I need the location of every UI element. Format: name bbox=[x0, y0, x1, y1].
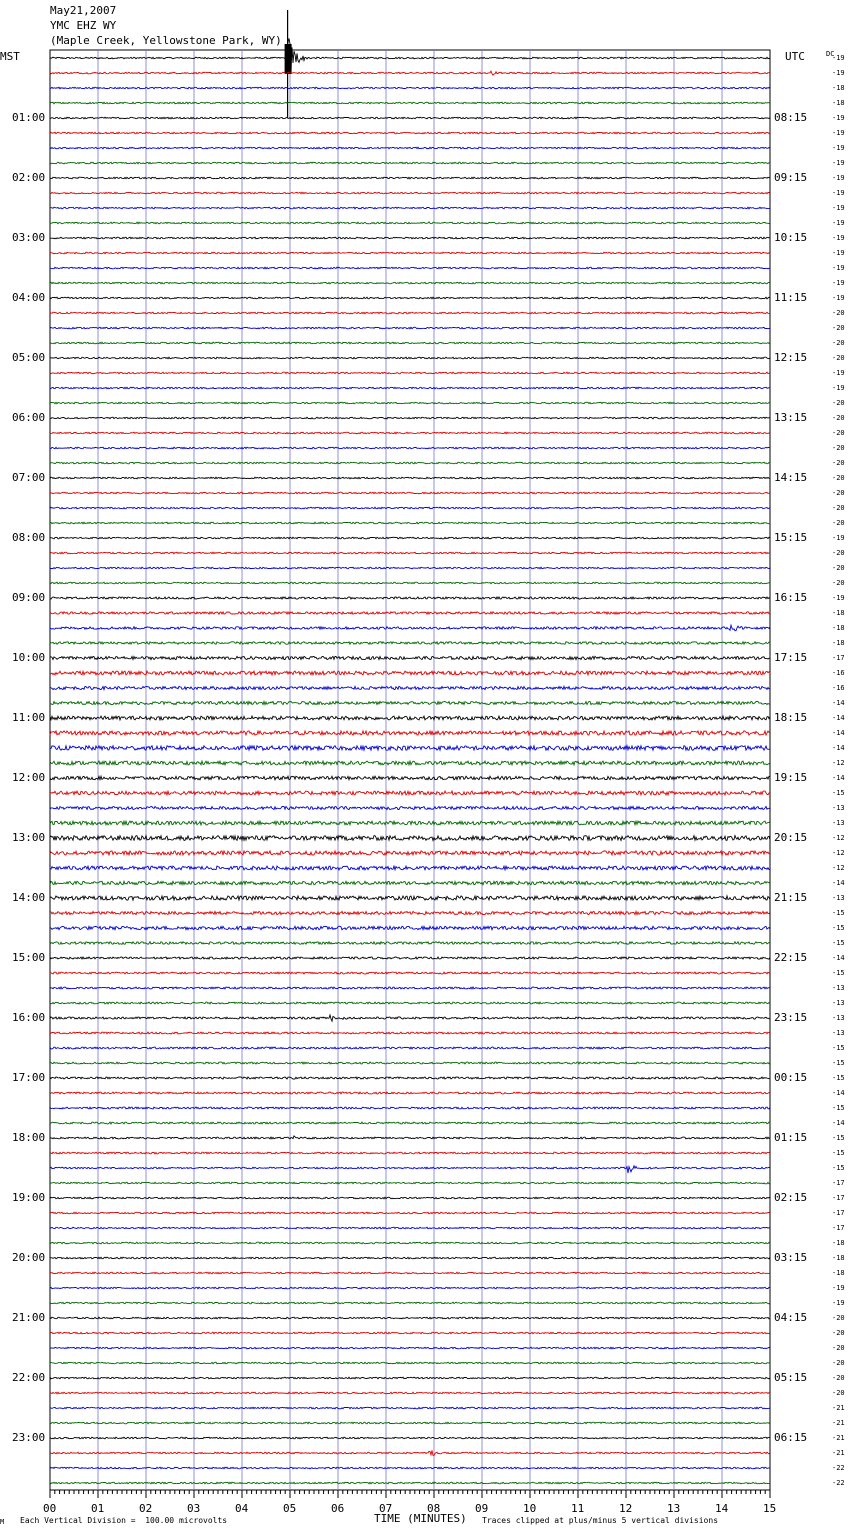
dc-offset-label: -20 bbox=[832, 1389, 845, 1397]
x-tick-label: 07 bbox=[379, 1502, 393, 1515]
dc-offset-label: -13 bbox=[832, 1029, 845, 1037]
right-hour-label: 11:15 bbox=[774, 291, 808, 304]
dc-offset-label: -20 bbox=[832, 429, 845, 437]
right-hour-label: 01:15 bbox=[774, 1131, 808, 1144]
dc-offset-label: -20 bbox=[832, 1359, 845, 1367]
dc-offset-label: -22 bbox=[832, 1479, 845, 1487]
trace-line bbox=[50, 776, 770, 780]
dc-offset-label: -15 bbox=[832, 1044, 845, 1052]
x-tick-label: 14 bbox=[715, 1502, 729, 1515]
trace-line bbox=[50, 177, 770, 179]
left-hour-label: 17:00 bbox=[12, 1071, 46, 1084]
dc-offset-label: -18 bbox=[832, 639, 845, 647]
left-hour-label: 15:00 bbox=[12, 951, 46, 964]
dc-offset-label: -19 bbox=[832, 1284, 845, 1292]
right-hour-label: 14:15 bbox=[774, 471, 808, 484]
trace-line bbox=[50, 282, 770, 284]
trace-line bbox=[50, 582, 770, 584]
left-hour-label: 08:00 bbox=[12, 531, 46, 544]
dc-offset-label: -20 bbox=[832, 1344, 845, 1352]
trace-line bbox=[50, 1272, 770, 1274]
right-hour-label: 02:15 bbox=[774, 1191, 808, 1204]
dc-offset-label: -20 bbox=[832, 549, 845, 557]
left-hour-label: 04:00 bbox=[12, 291, 46, 304]
dc-offset-label: -20 bbox=[832, 324, 845, 332]
trace-line bbox=[50, 746, 770, 750]
right-hour-label: 08:15 bbox=[774, 111, 808, 124]
dc-offset-label: -19 bbox=[832, 234, 845, 242]
trace-line bbox=[50, 507, 770, 509]
dc-offset-label: -19 bbox=[832, 369, 845, 377]
trace-line bbox=[50, 987, 770, 989]
dc-offset-label: -12 bbox=[832, 864, 845, 872]
dc-offset-label: -15 bbox=[832, 1134, 845, 1142]
dc-offset-label: -19 bbox=[832, 249, 845, 257]
dc-offset-label: -17 bbox=[832, 654, 845, 662]
dc-offset-label: -16 bbox=[832, 669, 845, 677]
trace-line bbox=[50, 1482, 770, 1484]
trace-line bbox=[50, 162, 770, 164]
dc-offset-label: -14 bbox=[832, 699, 845, 707]
left-hour-label: 01:00 bbox=[12, 111, 46, 124]
dc-offset-label: -14 bbox=[832, 954, 845, 962]
dc-offset-label: -19 bbox=[832, 264, 845, 272]
trace-line bbox=[50, 656, 770, 659]
dc-offset-label: -14 bbox=[832, 729, 845, 737]
trace-line bbox=[50, 942, 770, 945]
x-tick-label: 03 bbox=[187, 1502, 201, 1515]
dc-offset-label: -14 bbox=[832, 774, 845, 782]
clipped-event-body bbox=[285, 44, 292, 74]
trace-line bbox=[50, 1467, 770, 1469]
trace-line bbox=[50, 1302, 770, 1304]
dc-offset-label: -15 bbox=[832, 1149, 845, 1157]
dc-offset-label: -15 bbox=[832, 1074, 845, 1082]
trace-line bbox=[50, 357, 770, 359]
dc-offset-label: -14 bbox=[832, 1119, 845, 1127]
right-hour-label: 04:15 bbox=[774, 1311, 808, 1324]
dc-offset-label: -20 bbox=[832, 354, 845, 362]
right-hour-label: 23:15 bbox=[774, 1011, 808, 1024]
trace-line bbox=[50, 821, 770, 825]
dc-offset-label: -20 bbox=[832, 399, 845, 407]
trace-line bbox=[50, 851, 770, 855]
dc-offset-label: -20 bbox=[832, 339, 845, 347]
trace-line bbox=[50, 625, 770, 631]
trace-line bbox=[50, 1347, 770, 1349]
trace-line bbox=[50, 597, 770, 599]
right-timezone-label: UTC bbox=[785, 50, 805, 63]
trace-line bbox=[50, 207, 770, 209]
dc-offset-label: -21 bbox=[832, 1419, 845, 1427]
dc-offset-label: -18 bbox=[832, 99, 845, 107]
trace-line bbox=[50, 1362, 770, 1364]
dc-offset-label: -19 bbox=[832, 129, 845, 137]
trace-line bbox=[50, 147, 770, 149]
trace-line bbox=[50, 716, 770, 720]
trace-line bbox=[50, 267, 770, 269]
dc-offset-label: -20 bbox=[832, 564, 845, 572]
left-hour-label: 23:00 bbox=[12, 1431, 46, 1444]
trace-line bbox=[50, 387, 770, 389]
dc-offset-label: -17 bbox=[832, 1224, 845, 1232]
right-hour-label: 10:15 bbox=[774, 231, 808, 244]
left-hour-label: 19:00 bbox=[12, 1191, 46, 1204]
x-tick-label: 12 bbox=[619, 1502, 633, 1515]
trace-line bbox=[50, 761, 770, 765]
dc-offset-label: -12 bbox=[832, 834, 845, 842]
trace-line bbox=[50, 701, 770, 704]
left-hour-label: 02:00 bbox=[12, 171, 46, 184]
trace-line bbox=[50, 38, 770, 70]
dc-offset-label: -15 bbox=[832, 1164, 845, 1172]
trace-line bbox=[50, 806, 770, 809]
x-tick-label: 10 bbox=[523, 1502, 537, 1515]
trace-line bbox=[50, 686, 770, 689]
x-tick-label: 04 bbox=[235, 1502, 249, 1515]
dc-offset-label: -20 bbox=[832, 474, 845, 482]
x-axis-title: TIME (MINUTES) bbox=[374, 1512, 467, 1525]
trace-line bbox=[50, 1317, 770, 1319]
dc-offset-label: -19 bbox=[832, 174, 845, 182]
left-hour-label: 14:00 bbox=[12, 891, 46, 904]
corner-mark: M bbox=[0, 1518, 5, 1526]
x-tick-label: 15 bbox=[763, 1502, 777, 1515]
trace-line bbox=[50, 1182, 770, 1184]
dc-offset-label: -13 bbox=[832, 894, 845, 902]
dc-offset-label: -19 bbox=[832, 594, 845, 602]
trace-line bbox=[50, 447, 770, 449]
dc-offset-label: -21 bbox=[832, 1404, 845, 1412]
trace-line bbox=[50, 462, 770, 464]
trace-line bbox=[50, 731, 770, 735]
dc-offset-label: -20 bbox=[832, 1314, 845, 1322]
left-hour-label: 22:00 bbox=[12, 1371, 46, 1384]
dc-offset-label: -18 bbox=[832, 1254, 845, 1262]
left-hour-label: 06:00 bbox=[12, 411, 46, 424]
trace-line bbox=[50, 102, 770, 104]
trace-line bbox=[50, 372, 770, 374]
header-location: (Maple Creek, Yellowstone Park, WY) bbox=[50, 34, 282, 47]
trace-line bbox=[50, 1047, 770, 1049]
dc-offset-label: -21 bbox=[832, 1434, 845, 1442]
trace-line bbox=[50, 117, 770, 119]
trace-line bbox=[50, 957, 770, 959]
x-tick-label: 02 bbox=[139, 1502, 153, 1515]
trace-line bbox=[50, 522, 770, 524]
dc-offset-label: -15 bbox=[832, 1104, 845, 1112]
left-hour-label: 18:00 bbox=[12, 1131, 46, 1144]
x-tick-label: 11 bbox=[571, 1502, 585, 1515]
trace-line bbox=[50, 671, 770, 675]
dc-offset-label: -19 bbox=[832, 189, 845, 197]
right-hour-label: 06:15 bbox=[774, 1431, 808, 1444]
dc-offset-label: -12 bbox=[832, 759, 845, 767]
left-hour-label: 16:00 bbox=[12, 1011, 46, 1024]
x-tick-label: 01 bbox=[91, 1502, 105, 1515]
right-hour-label: 15:15 bbox=[774, 531, 808, 544]
trace-line bbox=[50, 642, 770, 645]
trace-line bbox=[50, 432, 770, 434]
header-station: YMC EHZ WY bbox=[50, 19, 117, 32]
trace-line bbox=[50, 866, 770, 870]
left-hour-label: 13:00 bbox=[12, 831, 46, 844]
left-hour-label: 05:00 bbox=[12, 351, 46, 364]
dc-offset-label: -19 bbox=[832, 534, 845, 542]
trace-line bbox=[50, 911, 770, 914]
dc-offset-label: -15 bbox=[832, 789, 845, 797]
trace-line bbox=[50, 836, 770, 841]
trace-line bbox=[50, 1062, 770, 1064]
trace-line bbox=[50, 132, 770, 134]
dc-offset-label: -13 bbox=[832, 999, 845, 1007]
trace-line bbox=[50, 1077, 770, 1079]
dc-offset-label: -14 bbox=[832, 714, 845, 722]
dc-offset-label: -18 bbox=[832, 624, 845, 632]
dc-offset-label: -19 bbox=[832, 1299, 845, 1307]
dc-offset-label: -15 bbox=[832, 909, 845, 917]
left-hour-label: 09:00 bbox=[12, 591, 46, 604]
dc-offset-label: -20 bbox=[832, 489, 845, 497]
trace-line bbox=[50, 1407, 770, 1409]
left-hour-label: 20:00 bbox=[12, 1251, 46, 1264]
dc-offset-label: -17 bbox=[832, 1209, 845, 1217]
dc-offset-label: -20 bbox=[832, 459, 845, 467]
dc-offset-label: -19 bbox=[832, 69, 845, 77]
trace-line bbox=[50, 252, 770, 254]
trace-line bbox=[50, 1197, 770, 1199]
x-tick-label: 05 bbox=[283, 1502, 297, 1515]
trace-line bbox=[50, 567, 770, 569]
trace-line bbox=[50, 1450, 770, 1455]
left-hour-label: 10:00 bbox=[12, 651, 46, 664]
trace-line bbox=[50, 417, 770, 419]
dc-offset-label: -15 bbox=[832, 969, 845, 977]
right-hour-label: 17:15 bbox=[774, 651, 808, 664]
dc-offset-label: -19 bbox=[832, 159, 845, 167]
trace-line bbox=[50, 1092, 770, 1094]
dc-offset-label: -13 bbox=[832, 804, 845, 812]
dc-offset-label: -13 bbox=[832, 984, 845, 992]
left-hour-label: 21:00 bbox=[12, 1311, 46, 1324]
x-tick-label: 13 bbox=[667, 1502, 681, 1515]
dc-offset-label: -19 bbox=[832, 204, 845, 212]
trace-line bbox=[50, 1257, 770, 1259]
left-hour-label: 07:00 bbox=[12, 471, 46, 484]
left-hour-label: 03:00 bbox=[12, 231, 46, 244]
trace-line bbox=[50, 612, 770, 614]
dc-offset-label: -20 bbox=[832, 1374, 845, 1382]
dc-label: DC bbox=[826, 50, 835, 58]
dc-offset-label: -19 bbox=[832, 384, 845, 392]
trace-line bbox=[50, 1166, 770, 1173]
trace-line bbox=[50, 1107, 770, 1109]
trace-line bbox=[50, 1227, 770, 1229]
trace-line bbox=[50, 1136, 770, 1139]
right-hour-label: 19:15 bbox=[774, 771, 808, 784]
left-timezone-label: MST bbox=[0, 50, 20, 63]
dc-offset-label: -15 bbox=[832, 924, 845, 932]
trace-line bbox=[50, 1015, 770, 1021]
trace-line bbox=[50, 342, 770, 344]
scale-note: Each Vertical Division = 100.00 microvolts bbox=[20, 1516, 228, 1525]
dc-offset-label: -17 bbox=[832, 1194, 845, 1202]
dc-offset-label: -15 bbox=[832, 1059, 845, 1067]
right-hour-label: 13:15 bbox=[774, 411, 808, 424]
left-hour-label: 12:00 bbox=[12, 771, 46, 784]
dc-offset-label: -18 bbox=[832, 1269, 845, 1277]
clip-note: Traces clipped at plus/minus 5 vertical divisions bbox=[482, 1516, 719, 1525]
dc-offset-label: -18 bbox=[832, 609, 845, 617]
right-hour-label: 21:15 bbox=[774, 891, 808, 904]
dc-offset-label: -20 bbox=[832, 444, 845, 452]
trace-line bbox=[50, 1002, 770, 1004]
trace-line bbox=[50, 192, 770, 194]
trace-line bbox=[50, 402, 770, 404]
trace-line bbox=[50, 791, 770, 795]
dc-offset-label: -20 bbox=[832, 519, 845, 527]
right-hour-label: 09:15 bbox=[774, 171, 808, 184]
dc-offset-label: -22 bbox=[832, 1464, 845, 1472]
trace-line bbox=[50, 1122, 770, 1124]
dc-offset-label: -12 bbox=[832, 849, 845, 857]
trace-line bbox=[50, 312, 770, 314]
trace-line bbox=[50, 896, 770, 900]
trace-line bbox=[50, 1392, 770, 1394]
trace-line bbox=[50, 1152, 770, 1154]
dc-offset-label: -18 bbox=[832, 1239, 845, 1247]
dc-offset-label: -14 bbox=[832, 879, 845, 887]
dc-offset-label: -14 bbox=[832, 744, 845, 752]
trace-line bbox=[50, 552, 770, 554]
dc-offset-label: -15 bbox=[832, 939, 845, 947]
dc-offset-label: -13 bbox=[832, 1014, 845, 1022]
trace-line bbox=[50, 71, 770, 75]
trace-line bbox=[50, 972, 770, 974]
x-tick-label: 06 bbox=[331, 1502, 345, 1515]
trace-line bbox=[50, 492, 770, 494]
dc-offset-label: -16 bbox=[832, 684, 845, 692]
dc-offset-label: -19 bbox=[832, 279, 845, 287]
dc-offset-label: -20 bbox=[832, 1329, 845, 1337]
dc-offset-label: -18 bbox=[832, 84, 845, 92]
dc-offset-label: -19 bbox=[832, 294, 845, 302]
x-tick-label: 09 bbox=[475, 1502, 489, 1515]
x-tick-label: 08 bbox=[427, 1502, 441, 1515]
dc-offset-label: -19 bbox=[832, 54, 845, 62]
dc-offset-label: -19 bbox=[832, 219, 845, 227]
trace-line bbox=[50, 1242, 770, 1244]
left-hour-label: 11:00 bbox=[12, 711, 46, 724]
dc-offset-label: -17 bbox=[832, 1179, 845, 1187]
trace-line bbox=[50, 87, 770, 89]
right-hour-label: 00:15 bbox=[774, 1071, 808, 1084]
x-tick-label: 00 bbox=[43, 1502, 57, 1515]
trace-line bbox=[50, 881, 770, 885]
dc-offset-label: -13 bbox=[832, 819, 845, 827]
dc-offset-label: -20 bbox=[832, 579, 845, 587]
right-hour-label: 12:15 bbox=[774, 351, 808, 364]
dc-offset-label: -14 bbox=[832, 1089, 845, 1097]
dc-offset-label: -20 bbox=[832, 414, 845, 422]
trace-line bbox=[50, 327, 770, 329]
right-hour-label: 20:15 bbox=[774, 831, 808, 844]
dc-offset-label: -21 bbox=[832, 1449, 845, 1457]
trace-line bbox=[50, 1422, 770, 1424]
right-hour-label: 03:15 bbox=[774, 1251, 808, 1264]
dc-offset-label: -20 bbox=[832, 309, 845, 317]
trace-line bbox=[50, 1032, 770, 1034]
right-hour-label: 05:15 bbox=[774, 1371, 808, 1384]
right-hour-label: 18:15 bbox=[774, 711, 808, 724]
trace-line bbox=[50, 537, 770, 539]
trace-line bbox=[50, 1332, 770, 1334]
trace-line bbox=[50, 237, 770, 239]
trace-line bbox=[50, 477, 770, 479]
right-hour-label: 22:15 bbox=[774, 951, 808, 964]
dc-offset-label: -20 bbox=[832, 504, 845, 512]
right-hour-label: 16:15 bbox=[774, 591, 808, 604]
dc-offset-label: -19 bbox=[832, 114, 845, 122]
trace-line bbox=[50, 1437, 770, 1439]
trace-line bbox=[50, 222, 770, 224]
trace-line bbox=[50, 1212, 770, 1214]
trace-line bbox=[50, 1287, 770, 1289]
dc-offset-label: -19 bbox=[832, 144, 845, 152]
trace-line bbox=[50, 926, 770, 930]
trace-line bbox=[50, 297, 770, 299]
trace-line bbox=[50, 1377, 770, 1379]
header-date: May21,2007 bbox=[50, 4, 117, 17]
